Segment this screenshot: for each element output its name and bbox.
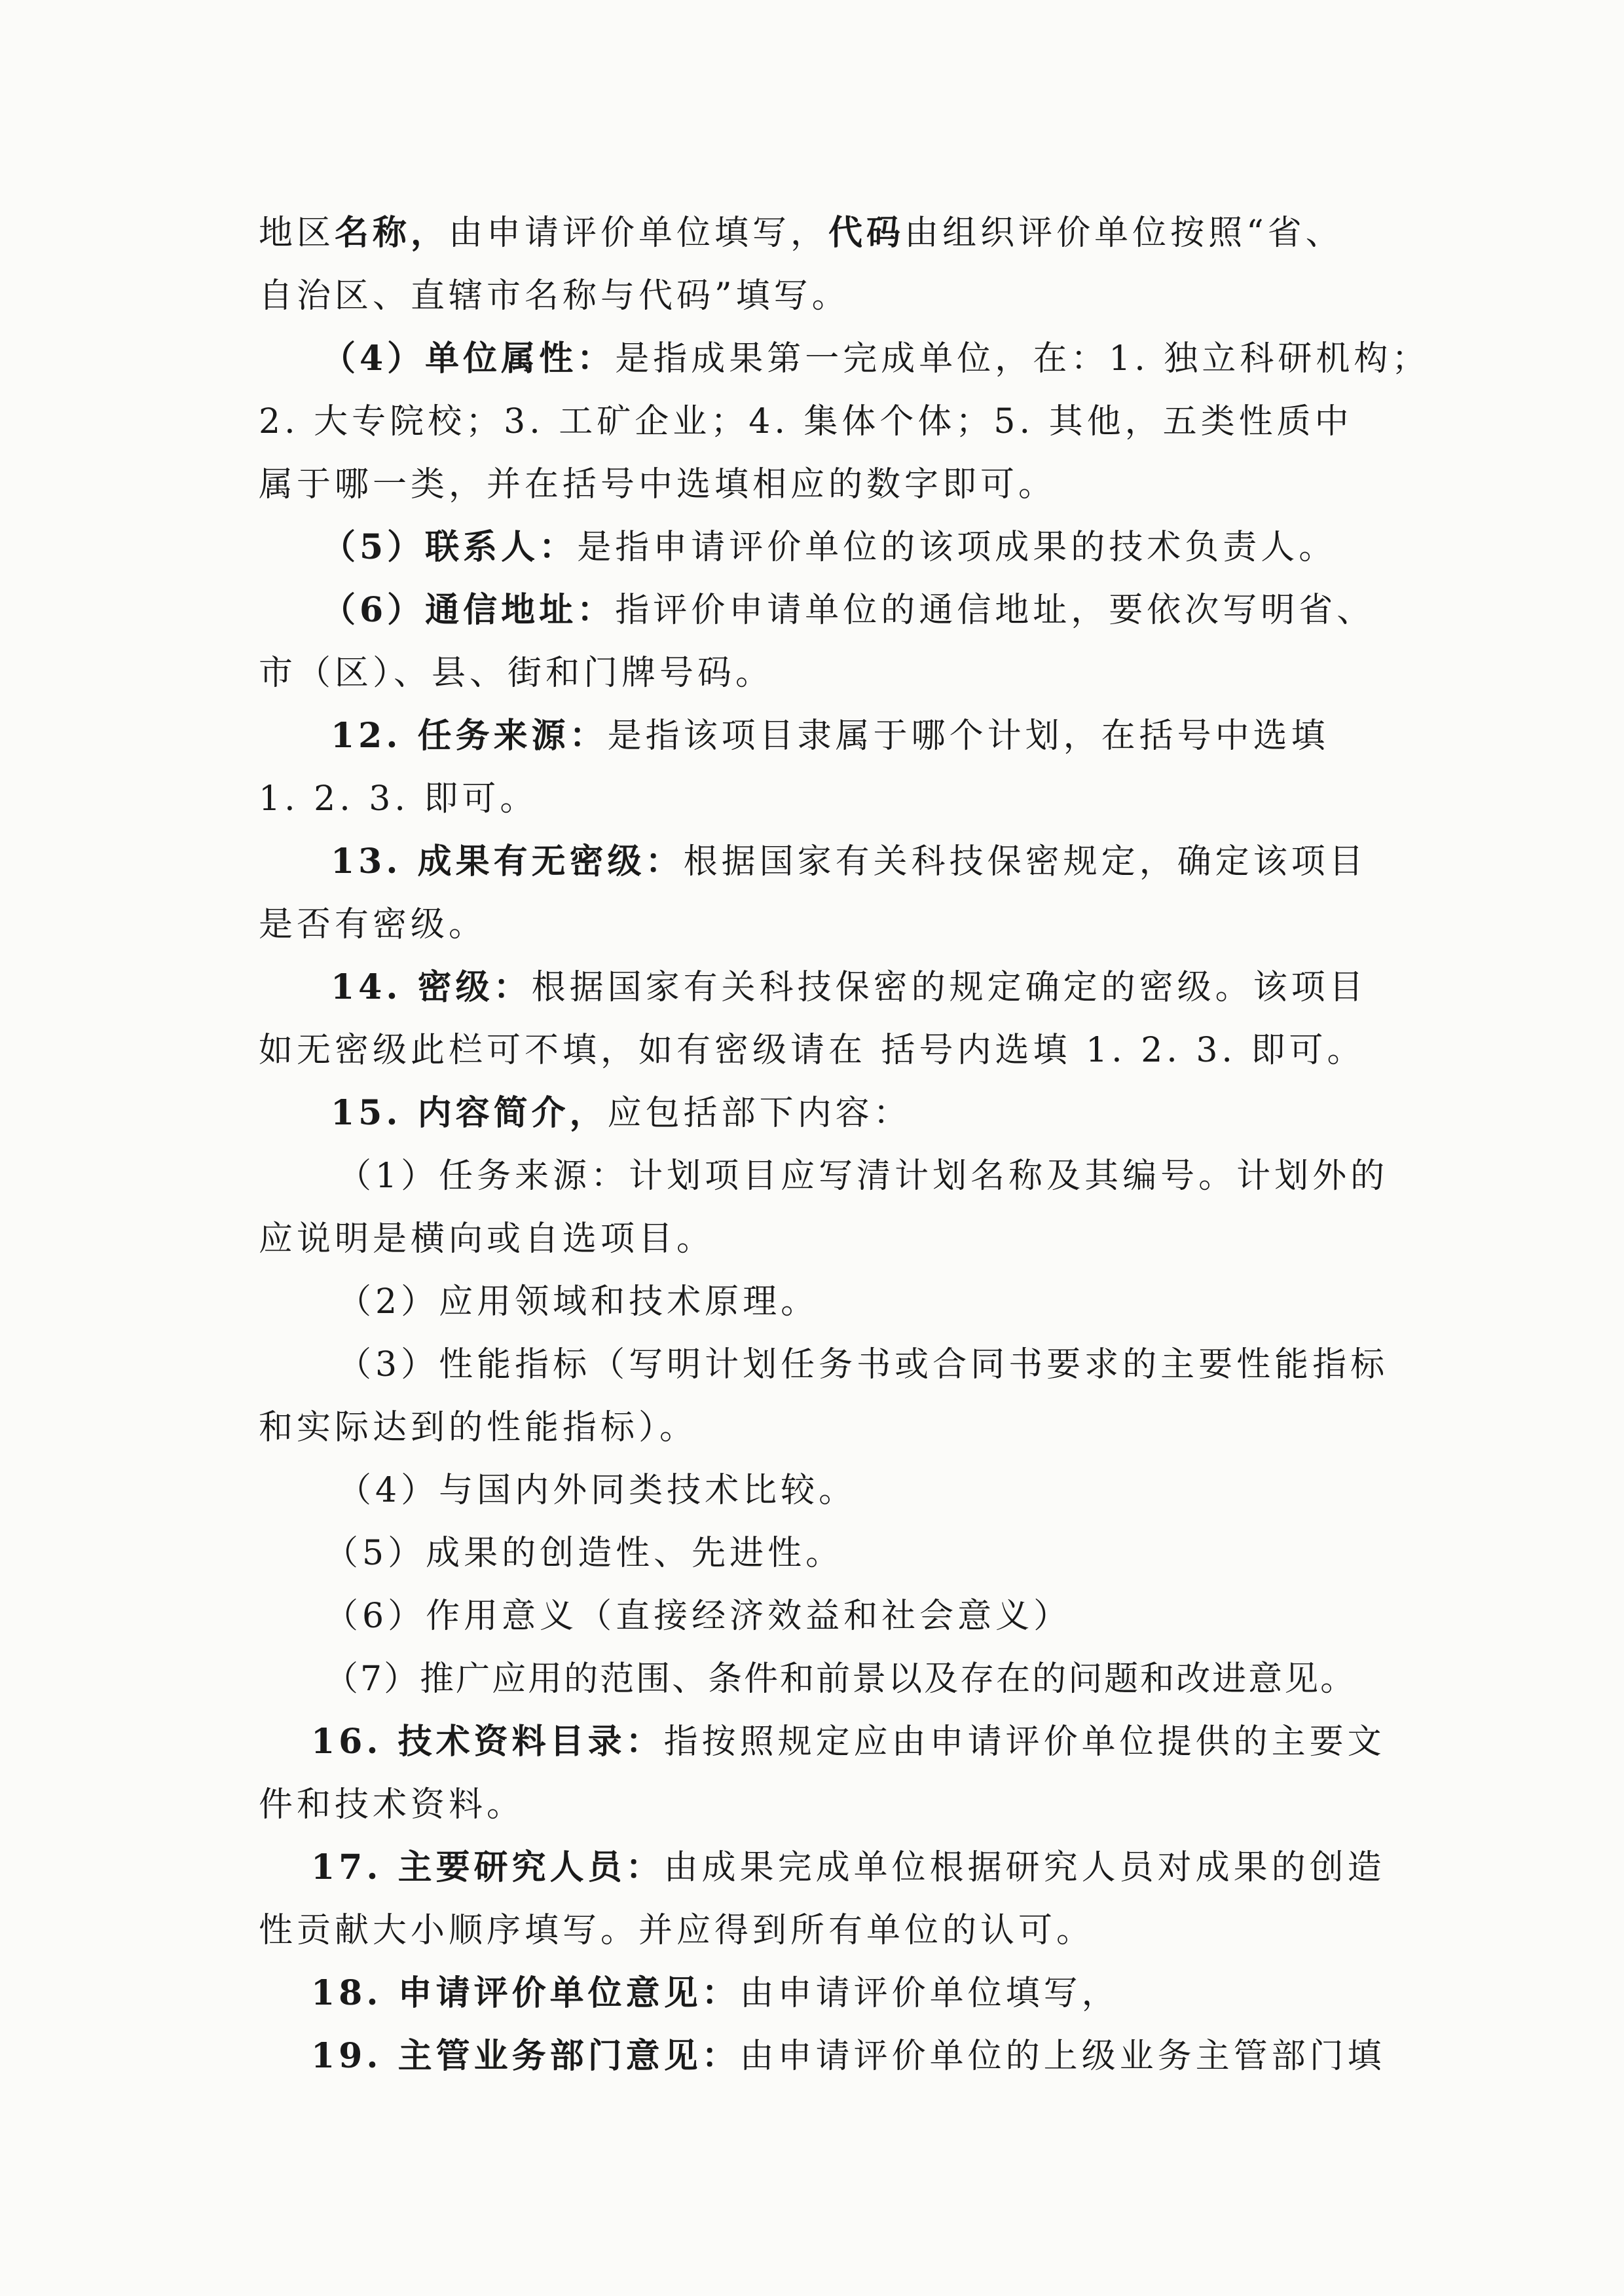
bold-term: （6）通信地址： [322,590,616,630]
text-run: 指评价申请单位的通信地址，要依次写明省、 [615,591,1375,630]
text-line [322,587,1375,634]
text-line [324,1656,1356,1703]
text-line [259,461,1056,508]
text-run: 属于哪一类，并在括号中选填相应的数字即可。 [259,465,1057,504]
text-run: 由成果完成单位根据研究人员对成果的创造 [663,1848,1386,1887]
bold-term: （4）单位属性： [322,339,616,379]
text-line [322,524,1337,571]
text-run: 和实际达到的性能指标）。 [259,1408,698,1447]
text-run: 市（区）、县、街和门牌号码。 [259,654,774,693]
bold-term: 18. 申请评价单位意见： [311,1973,740,2013]
bold-term: 19. 主管业务部门意见： [311,2036,740,2076]
text-run: 由申请评价单位的上级业务主管部门填 [739,2037,1386,2076]
text-run: 1. 2. 3. 即可。 [259,779,538,819]
text-run: 是指申请评价单位的该项成果的技术负责人。 [577,528,1337,567]
text-run: 是指成果第一完成单位，在：1. 独立科研机构； [615,339,1430,379]
bold-term: 16. 技术资料目录： [311,1722,664,1762]
bold-term: （5）联系人： [322,527,578,567]
text-line [337,1341,1388,1388]
text-run: 2. 大专院校；3. 工矿企业；4. 集体个体；5. 其他，五类性质中 [259,402,1353,441]
text-run: （1）任务来源：计划项目应写清计划名称及其编号。计划外的 [337,1157,1389,1196]
text-line [259,1781,525,1828]
text-run: （7）推广应用的范围、条件和前景以及存在的问题和改进意见。 [324,1659,1357,1699]
text-line [259,901,487,948]
text-run: 性贡献大小顺序填写。并应得到所有单位的认可。 [259,1911,1095,1950]
text-run: （6）作用意义（直接经济效益和社会意义） [324,1597,1072,1636]
bold-term: 12. 任务来源： [331,716,608,756]
text-line [259,1907,1094,1954]
text-line [259,210,1344,257]
text-run: 是指该项目隶属于哪个计划，在括号中选填 [607,716,1329,756]
text-run: 地区 [259,213,335,253]
text-line [331,964,1367,1011]
text-run: （2）应用领域和技术原理。 [337,1282,819,1322]
text-line [259,650,773,697]
text-run: 由组织评价单位按照“省、 [904,213,1344,253]
text-run: 根据国家有关科技保密规定，确定该项目 [683,842,1367,881]
text-line [331,1090,912,1137]
text-run: 应说明是横向或自选项目。 [259,1219,715,1259]
text-run: 指按照规定应由申请评价单位提供的主要文 [663,1722,1386,1762]
text-line [259,1027,1365,1074]
text-line [259,272,850,320]
text-run: 应包括部下内容： [607,1094,912,1133]
bold-term: 名称， [335,213,449,253]
text-run: 根据国家有关科技保密的规定确定的密级。该项目 [531,968,1367,1007]
text-line [331,838,1367,885]
text-line [259,775,538,823]
text-run: 由申请评价单位填写， [449,213,829,253]
text-line [337,1153,1388,1200]
text-run: （5）成果的创造性、先进性。 [324,1534,844,1573]
bold-term: 15. 内容简介， [331,1093,608,1133]
bold-term: 代码 [828,213,905,253]
text-line [322,335,1430,382]
text-line [324,1530,843,1577]
text-run: 件和技术资料。 [259,1785,525,1824]
text-run: 如无密级此栏可不填，如有密级请在 括号内选填 1. 2. 3. 即可。 [259,1031,1365,1070]
text-line [259,398,1353,445]
text-line [311,2033,1386,2080]
text-line [259,1404,697,1451]
bold-term: 13. 成果有无密级： [331,842,684,881]
text-line [311,1844,1386,1891]
text-run: 由申请评价单位填写， [739,1974,1120,2013]
text-line [337,1467,857,1514]
text-run: （3）性能指标（写明计划任务书或合同书要求的主要性能指标 [337,1345,1389,1384]
text-run: 自治区、直辖市名称与代码”填写。 [259,276,850,316]
text-line [324,1593,1071,1640]
text-line [331,713,1329,760]
text-line [311,1718,1386,1766]
text-run: （4）与国内外同类技术比较。 [337,1471,857,1510]
text-run: 是否有密级。 [259,905,487,944]
bold-term: 14. 密级： [331,967,532,1007]
text-line [311,1970,1120,2017]
text-line [259,1215,714,1263]
text-line [337,1278,819,1325]
bold-term: 17. 主要研究人员： [311,1847,664,1887]
